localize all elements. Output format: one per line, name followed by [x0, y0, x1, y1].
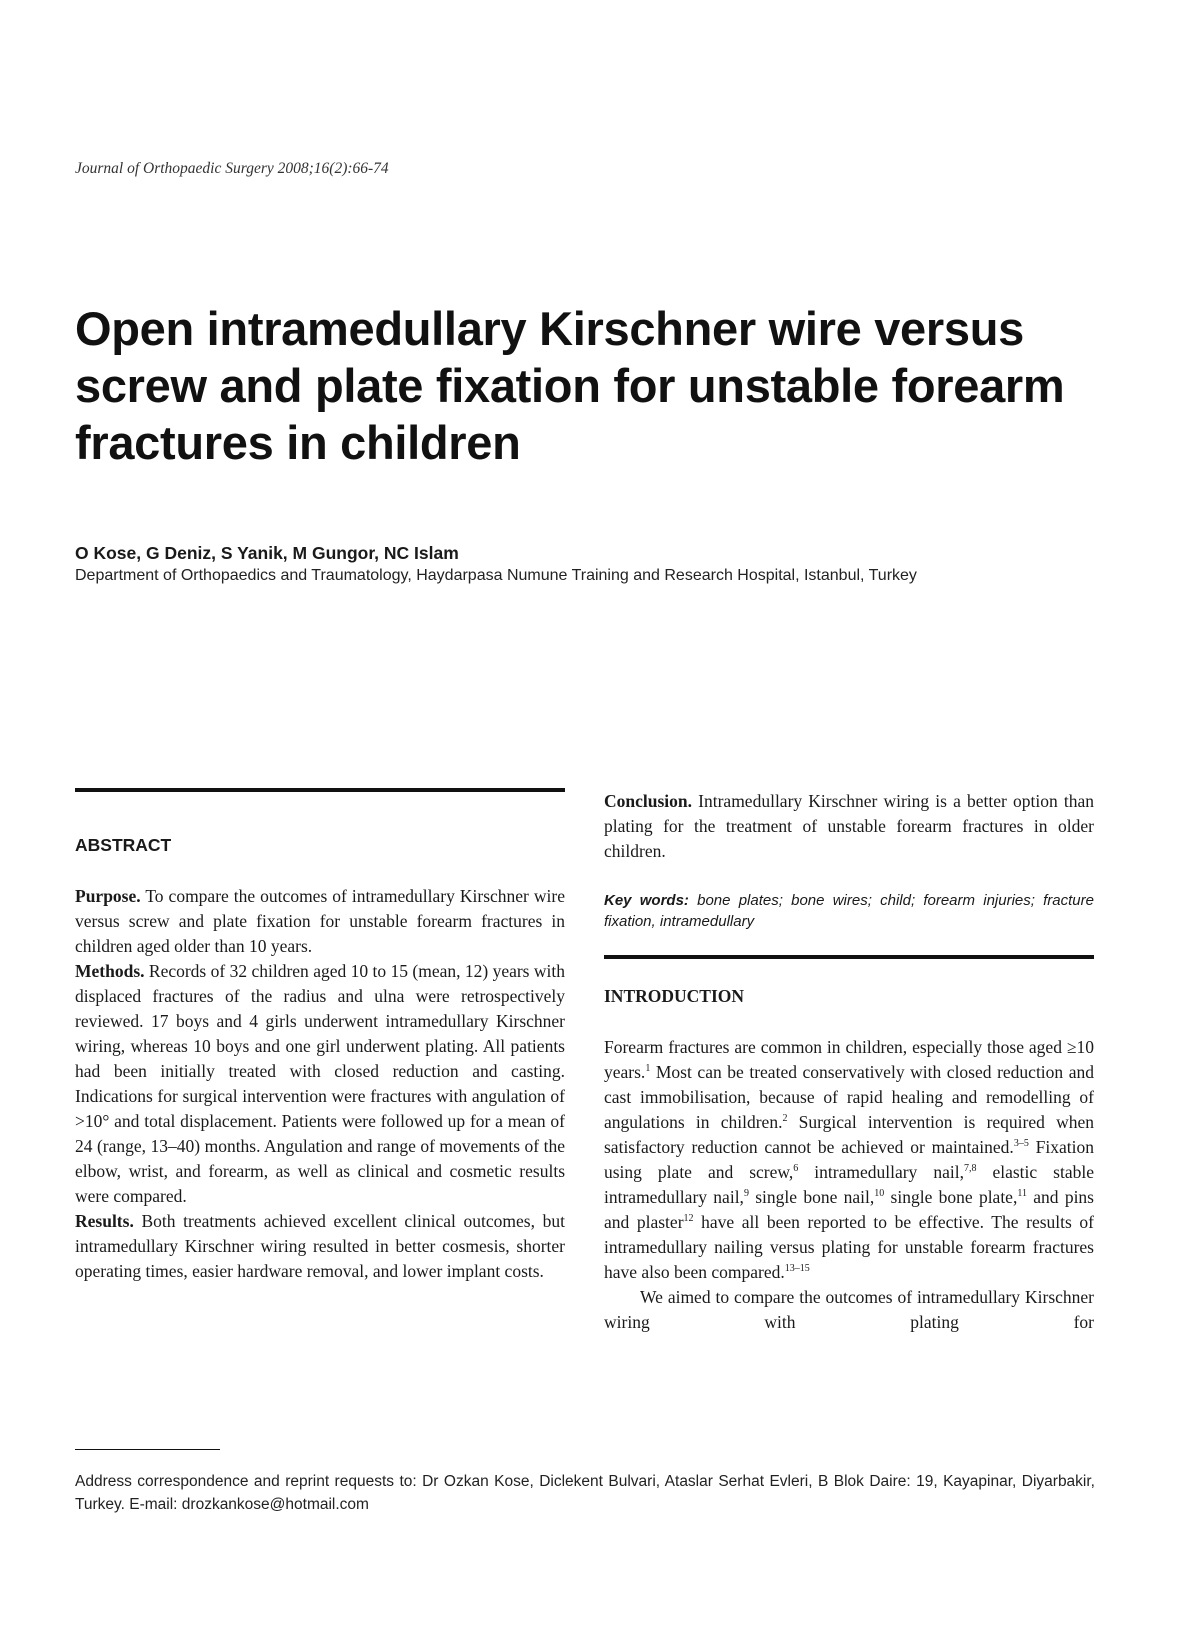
affiliation: Department of Orthopaedics and Traumatology, Haydarpasa Numune Training and Research Hospital, Istanbul, Turkey: [75, 567, 917, 584]
intro-text: Surgical intervention is required when satisfactory reduction cannot be achieved or maintained.: [604, 1112, 1094, 1157]
conclusion-text: Intramedullary Kirschner wiring is a better option than plating for the treatment of unstable forearm fractures in older children.: [604, 791, 1094, 861]
citation-ref: 12: [683, 1213, 694, 1225]
intro-text: Forearm fractures are common in children, especially those aged ≥10 years.: [604, 1037, 1094, 1082]
abstract-purpose: [75, 884, 565, 959]
intro-text: Most can be treated conservatively with closed reduction and cast immobilisation, because of rapid healing and remodelling of angulations in children.: [604, 1062, 1094, 1132]
article-title: Open intramedullary Kirschner wire versus screw and plate fixation for unstable forearm fractures in children: [75, 302, 1065, 469]
abstract-results: [75, 1209, 565, 1284]
introduction-body: [604, 1035, 1094, 1335]
intro-text: Fixation using plate and screw,: [604, 1137, 1094, 1182]
results-text: Both treatments achieved excellent clinical outcomes, but intramedullary Kirschner wiring resulted in better cosmesis, shorter operating times, easier hardware removal, and lower implant costs.: [75, 1211, 565, 1281]
keywords: [604, 890, 1094, 932]
footnote-rule: [75, 1449, 220, 1450]
methods-label: Methods.: [75, 961, 145, 981]
conclusion-label: Conclusion.: [604, 791, 693, 811]
citation-ref: 6: [793, 1163, 799, 1175]
abstract-conclusion: [604, 789, 1094, 864]
citation-ref: 2: [782, 1113, 788, 1125]
abstract-body: [75, 884, 565, 1284]
citation-ref: 3–5: [1013, 1138, 1029, 1150]
intro-text: elastic stable intramedullary nail,: [604, 1162, 1094, 1207]
purpose-label: Purpose.: [75, 886, 141, 906]
citation-ref: 9: [743, 1188, 749, 1200]
correspondence-footnote: Address correspondence and reprint requests to: Dr Ozkan Kose, Diclekent Bulvari, Ataslar Serhat Evleri, B Blok Daire: 19, Kayapinar, Diyarbakir, Turkey. E-mail: drozkankose@hotmail.com: [75, 1473, 1095, 1513]
citation-ref: 13–15: [784, 1263, 810, 1275]
methods-text: Records of 32 children aged 10 to 15 (mean, 12) years with displaced fractures of the radius and ulna were retrospectively reviewed. 17 boys and 4 girls underwent intramedullary Kirschner wiring, whereas 10 boys and one girl underwent plating. All patients had been initially treated with closed reduction and casting. Indications for surgical intervention were fractures with angulation of >10° and total displacement. Patients were followed up for a mean of 24 (range, 13–40) months. Angulation and range of movements of the elbow, wrist, and forearm, as well as clinical and cosmetic results were compared.: [75, 961, 565, 1206]
introduction-paragraph-2: We aimed to compare the outcomes of intramedullary Kirschner wiring with plating for: [604, 1287, 1094, 1332]
intro-text: single bone plate,: [884, 1187, 1018, 1207]
purpose-text: To compare the outcomes of intramedullary Kirschner wire versus screw and plate fixation for unstable forearm fractures in children aged older than 10 years.: [75, 886, 565, 956]
introduction-paragraph-1: [604, 1035, 1094, 1285]
keywords-label: Key words:: [604, 892, 689, 909]
author-list: O Kose, G Deniz, S Yanik, M Gungor, NC Islam: [75, 543, 459, 563]
results-label: Results.: [75, 1211, 134, 1231]
intro-text: single bone nail,: [748, 1187, 875, 1207]
intro-text: intramedullary nail,: [798, 1162, 964, 1182]
introduction-heading: INTRODUCTION: [604, 986, 745, 1006]
intro-text: and pins and plaster: [604, 1187, 1094, 1232]
keywords-text: bone plates; bone wires; child; forearm injuries; fracture fixation, intramedullary: [604, 892, 1094, 930]
citation-ref: 10: [874, 1188, 885, 1200]
abstract-top-rule: [75, 788, 565, 792]
abstract-methods: [75, 959, 565, 1209]
journal-citation: Journal of Orthopaedic Surgery 2008;16(2):66-74: [75, 160, 389, 177]
abstract-conclusion-block: [604, 789, 1094, 864]
intro-text: have all been reported to be effective. The results of intramedullary nailing versus plating for unstable forearm fractures have also been compared.: [604, 1212, 1094, 1282]
citation-ref: 11: [1017, 1188, 1027, 1200]
citation-ref: 1: [645, 1063, 651, 1075]
abstract-heading: ABSTRACT: [75, 835, 172, 855]
citation-ref: 7,8: [963, 1163, 977, 1175]
introduction-top-rule: [604, 955, 1094, 959]
